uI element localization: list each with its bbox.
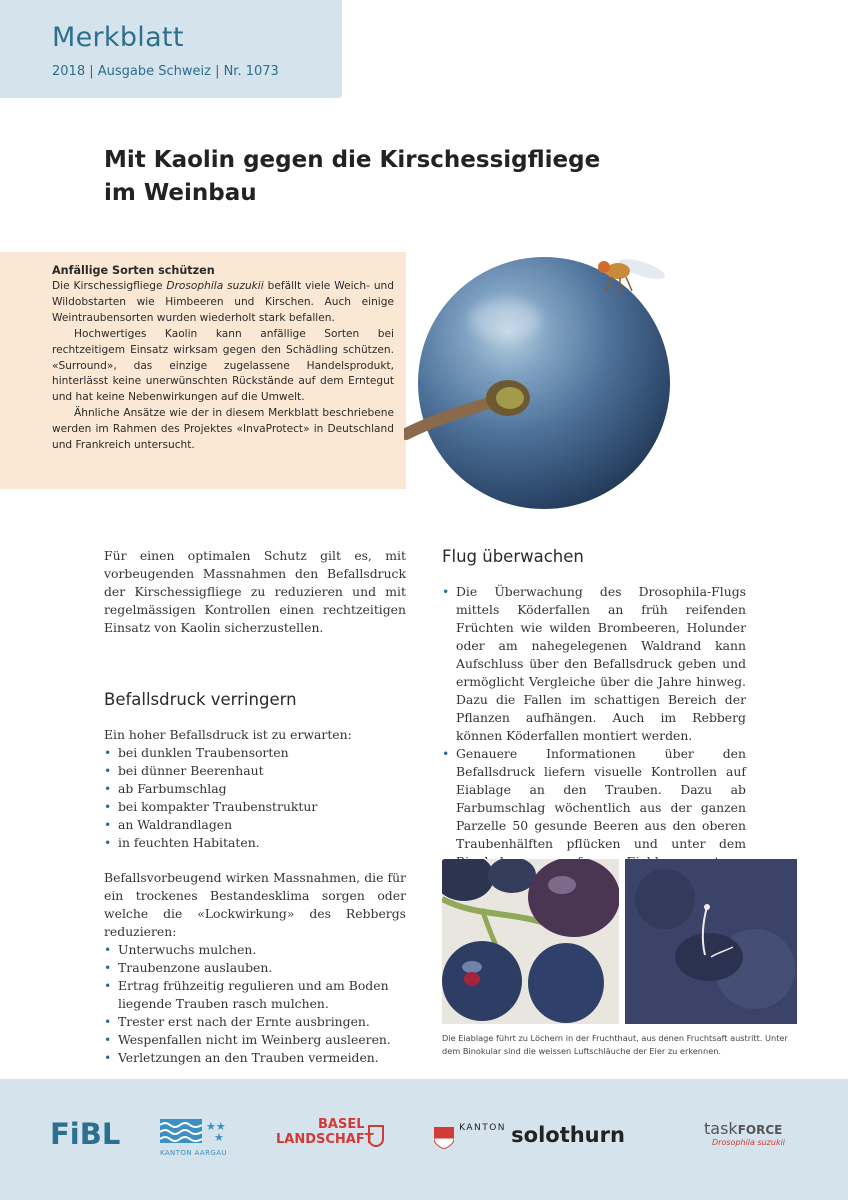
logo-kanton-solothurn: $^{KANTON}$ solothurn xyxy=(434,1123,625,1149)
logo-basel-landschaft: BASEL LANDSCHAFT xyxy=(276,1117,374,1147)
page-title-line1: Mit Kaolin gegen die Kirschessigfliege xyxy=(104,147,601,173)
list-item: • Verletzungen an den Trauben vermeiden. xyxy=(104,1049,406,1067)
header-subtitle: 2018 | Ausgabe Schweiz | Nr. 1073 xyxy=(52,64,279,79)
intro-paragraph-2: Hochwertiges Kaolin kann anfällige Sorten bei rechtzeitigem Einsatz wirksam gegen den Schädling schützen. «Surround», das einzige zugelassene Handelsprodukt, hinterlässt keine unerwünschten Rückstände auf dem Erntegut und hat keine Nebenwirkungen auf die Umwelt. xyxy=(52,327,394,404)
aargau-label: KANTON AARGAU xyxy=(160,1149,227,1157)
grape-stem xyxy=(404,376,544,440)
list-item: • Wespenfallen nicht im Weinberg ausleeren. xyxy=(104,1031,406,1049)
list-item: • Traubenzone auslauben. xyxy=(104,959,406,977)
left-intro-paragraph: Für einen optimalen Schutz gilt es, mit vorbeugenden Massnahmen den Befallsdruck der Kirschessigfliege zu reduzieren und mit regelmässigen Kontrollen einen rechtzeitigen Einsatz von Kaolin sicherzustellen. xyxy=(104,548,406,635)
intro-paragraph-1: Die Kirschessigfliege Drosophila suzukii befällt viele Weich- und Wildobstarten wie Himbeeren und Kirschen. Auch einige Weintraubensorten wurden wiederholt stark befallen. xyxy=(52,280,394,324)
list-item: • bei kompakter Traubenstruktur xyxy=(104,798,406,816)
header-title: Merkblatt xyxy=(52,22,184,53)
list2-intro: Befallsvorbeugend wirken Massnahmen, die für ein trockenes Bestandesklima sorgen oder welche die «Lockwirkung» des Rebbergs reduzieren: xyxy=(104,870,406,939)
list-item: • Die Überwachung des Drosophila-Flugs mittels Köderfallen an früh reifenden Früchten wie wilden Brombeeren, Holunder oder am nahegelegenen Waldrand kann Aufschluss über den Befallsdruck geben und ermöglicht Vergleiche über die Jahre hinweg. Dazu die Fallen im schattigen Bereich der Pflanzen aufhängen. Auch im Rebberg können Köderfallen montiert werden. xyxy=(442,583,746,745)
list-item: • bei dunklen Traubensorten xyxy=(104,744,406,762)
list-item: • Unterwuchs mulchen. xyxy=(104,941,406,959)
grape-highlight xyxy=(470,300,540,340)
solothurn-shield-icon xyxy=(434,1127,454,1149)
page-title-line2: im Weinbau xyxy=(104,180,257,206)
section-heading-flug: Flug überwachen xyxy=(442,547,584,566)
monitoring-list xyxy=(442,583,746,889)
footer-logos xyxy=(0,1079,848,1200)
aargau-waves-icon xyxy=(160,1119,236,1143)
prevention-block xyxy=(104,869,406,1067)
list1-intro: Ein hoher Befallsdruck ist zu erwarten: xyxy=(104,727,352,742)
intro-heading: Anfällige Sorten schützen xyxy=(52,264,215,277)
logo-kanton-aargau xyxy=(160,1119,236,1157)
list-item: • Genauere Informationen über den Befallsdruck liefern visuelle Kontrollen auf Eiablage an den Trauben. Dazu ab Farbumschlag wöchentlich aus der ganzen Parzelle 50 gesunde Beeren aus den oberen Traubenhälften pflücken und unter dem xyxy=(442,745,746,889)
header-banner xyxy=(0,0,342,98)
list-item: • in feuchten Habitaten. xyxy=(104,834,406,852)
intro-text xyxy=(52,263,394,454)
intro-paragraph-3: Ähnliche Ansätze wie der in diesem Merkblatt beschriebene werden im Rahmen des Projektes «InvaProtect» in Deutschland und Frankreich untersucht. xyxy=(52,407,394,452)
risk-factor-list xyxy=(104,744,406,852)
photo-grapes-oviposition xyxy=(442,859,619,1024)
list-item: • ab Farbumschlag xyxy=(104,780,406,798)
list-item: • an Waldrandlagen xyxy=(104,816,406,834)
logo-fibl: FiBL xyxy=(50,1117,121,1151)
basel-staff-icon xyxy=(368,1125,384,1147)
page-title xyxy=(104,144,744,210)
list-item: • bei dünner Beerenhaut xyxy=(104,762,406,780)
section-heading-befallsdruck: Befallsdruck verringern xyxy=(104,690,297,709)
svg-text:★: ★ xyxy=(214,1131,224,1143)
svg-text:★★: ★★ xyxy=(206,1120,226,1133)
list-item: • Trester erst nach der Ernte ausbringen. xyxy=(104,1013,406,1031)
fly-icon xyxy=(590,247,668,297)
photo-caption: Die Eiablage führt zu Löchern in der Fruchthaut, aus denen Fruchtsaft austritt. Unter dem Binokular sind die weissen Luftschläuche der Eier zu erkennen. xyxy=(442,1033,788,1056)
list-item: • Ertrag frühzeitig regulieren und am Boden liegende Trauben rasch mulchen. xyxy=(104,977,406,1013)
species-name: Drosophila suzukii xyxy=(166,280,264,292)
photo-microscope-eggs xyxy=(625,859,797,1024)
monitoring-block xyxy=(442,583,746,889)
logo-taskforce: taskFORCE Drosophila suzukii xyxy=(704,1119,786,1147)
befallsdruck-list-block xyxy=(104,726,406,852)
prevention-list xyxy=(104,941,406,1067)
